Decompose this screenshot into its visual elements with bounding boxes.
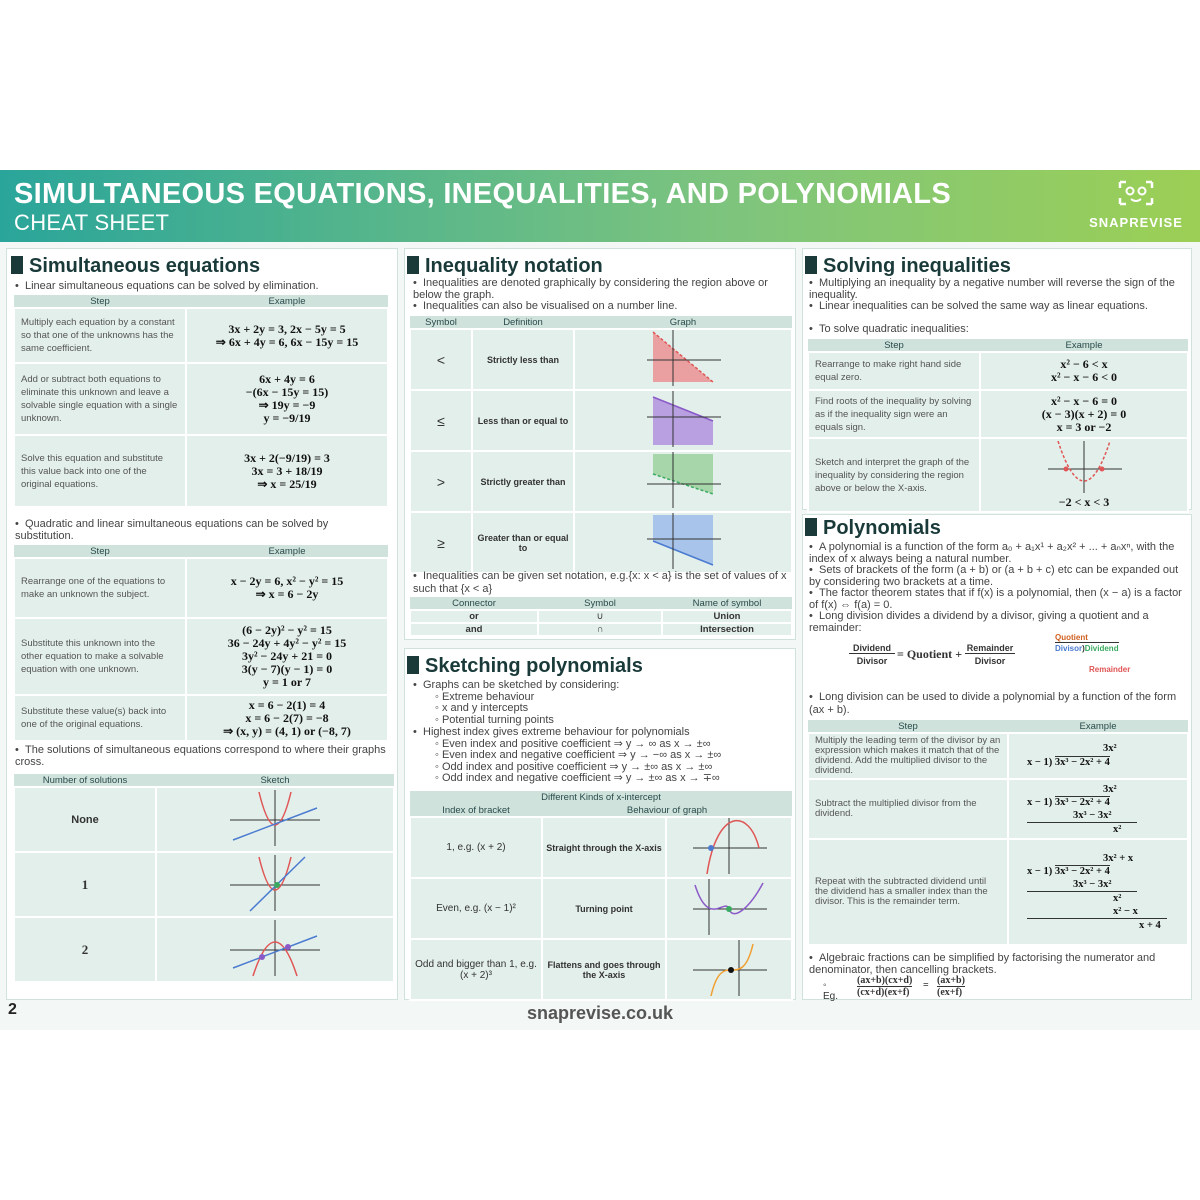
example-cell: −2 < x < 3 <box>980 438 1188 512</box>
definition-cell: Strictly less than <box>472 329 574 390</box>
step-cell: Solve this equation and substitute this value back into one of the original equations. <box>14 435 186 507</box>
solutions-count: None <box>14 787 156 852</box>
elimination-table <box>13 295 389 508</box>
long-division-formula: Dividend Divisor = Quotient + Remainder Divisor Quotient Divisor)Dividend Remainder <box>849 641 1149 681</box>
quadratic-inequality-graph <box>1044 441 1124 493</box>
index-cell: Even, e.g. (x − 1)² <box>410 878 542 939</box>
sketching-panel <box>404 648 796 1000</box>
solve-bullet-1: • Multiplying an inequality by a negative number will reverse the sign of the inequality. <box>809 277 1175 301</box>
step-cell: Subtract the multiplied divisor from the dividend. <box>808 779 1008 839</box>
step-cell: Substitute these value(s) back into one of the original equations. <box>14 695 186 741</box>
graph-greater-equal <box>574 512 792 573</box>
polynomials-panel: Polynomials • A polynomial is a function of the form a₀ + a₁x¹ + a₂x² + ... + aₙxⁿ, with the index of x always being a natural number. • Sets of brackets of the form (a + b) or (a + b + c) etc can be expanded out by considering two brackets at a time. • The factor theorem states that if f(x) is a polynomial, then (x − a) is a factor of f(x) ⇔ f(a) = 0. • Long division divides a dividend by a divisor, giving a quotient and a remainder: Dividend Divisor = Quotient + Remainder Divisor Quotient Divisor)Dividend Remainder • Long division can be used to divide a polynomial by a function of the form (ax + b). Step Example Multiply the leading term of the divisor by an expression which makes it match that of the dividend. Add the multiplied divisor to the dividend. 3x² x − 1) 3x³ − 2x² + 4 Subtract the multiplied divisor from the dividend. 3x² x − 1) 3x³ − 2x² + 4 3x³ − 3x² x² Repeat with the subtracted dividend until the dividend has a smaller index than the divisor. This is the remainder term. 3x² + x x − 1) 3x³ − 2x² + 4 3x³ − 3x² x² x² − x x + 4 • Algebraic fractions can be simplified by factorising the numerator and denominator, then cancelling brackets. ◦ Eg. (ax+b)(cx+d) (cx+d)(ex+f) = (ax+b) (ex+f) <box>802 514 1192 1000</box>
symbol-cell: ≥ <box>410 512 472 573</box>
index-cell: 1, e.g. (x + 2) <box>410 817 542 878</box>
page-title: SIMULTANEOUS EQUATIONS, INEQUALITIES, AND POLYNOMIALS <box>14 178 951 210</box>
definition-cell: Strictly greater than <box>472 451 574 512</box>
snaprevise-face-icon <box>1116 178 1156 208</box>
substitution-table: Step Example Rearrange one of the equations to make an unknown the subject. x − 2y = 6, x² − y² = 15 ⇒ x = 6 − 2y Substitute this unknown into the other equation to make a solvable equation with one unknown. (6 − 2y)² − y² = 15 36 − 24y + 4y² − y² = 15 3y² − 24y + 21 = 0 3(y − 7)(y − 1) = 0 y = 1 or 7 Substitute these value(s) back into one of the original equations. x = 6 − 2(1) = 4 x = 6 − 2(7) = −8 ⇒ (x, y) = (4, 1) or (−8, 7) <box>13 545 389 742</box>
page-number: 2 <box>8 1001 17 1018</box>
definition-cell: Less than or equal to <box>472 390 574 451</box>
sketch-none <box>156 787 394 852</box>
step-cell: Multiply the leading term of the divisor by an expression which makes it match that of the dividend. Add the multiplied divisor to the dividend. <box>808 733 1008 779</box>
footer-site[interactable]: snaprevise.co.uk <box>526 1003 674 1023</box>
symbol-cell: ≤ <box>410 390 472 451</box>
polynomials-title: Polynomials <box>805 517 941 540</box>
graph-inflection <box>666 939 792 1000</box>
symbol-cell: < <box>410 329 472 390</box>
simultaneous-panel <box>6 248 398 1000</box>
graph-less-than <box>574 329 792 390</box>
solving-inequalities-title: Solving inequalities <box>805 255 1011 278</box>
solutions-count: 2 <box>14 917 156 982</box>
step-cell: Repeat with the subtracted dividend until the dividend has a smaller index than the divisor. This is the remainder term. <box>808 839 1008 945</box>
sketch-two <box>156 917 394 982</box>
sketching-title: Sketching polynomials <box>407 655 643 678</box>
step-cell: Add or subtract both equations to eliminate this unknown and leave a solvable single equation with a single unknown. <box>14 363 186 435</box>
example-cell: 3x² x − 1) 3x³ − 2x² + 4 <box>1008 733 1188 779</box>
example-cell: 3x + 2(−9/19) = 3 3x = 3 + 18/19 ⇒ x = 25/19 <box>186 435 388 507</box>
poly-bullet-6: • Algebraic fractions can be simplified by factorising the numerator and denominator, then cancelling brackets. <box>809 952 1156 976</box>
graph-greater-than <box>574 451 792 512</box>
example-cell: 3x + 2y = 3, 2x − 5y = 5 ⇒ 6x + 4y = 6, 6x − 15y = 15 <box>186 308 388 363</box>
sketch-one <box>156 852 394 917</box>
solutions-table: Number of solutions Sketch None 1 2 <box>13 774 395 983</box>
brand-logo <box>1082 178 1190 230</box>
poly-bullet-2: • Sets of brackets of the form (a + b) or (a + b + c) etc can be expanded out by considering two brackets at a time. <box>809 564 1179 588</box>
example-cell: x − 2y = 6, x² − y² = 15 ⇒ x = 6 − 2y <box>186 558 388 618</box>
simul-bullet-1: • Linear simultaneous equations can be solved by elimination. <box>15 280 319 292</box>
ineq-bullet-1: • Inequalities are denoted graphically by considering the region above or below the graph. <box>413 277 768 301</box>
solve-bullet-2: • Linear inequalities can be solved the same way as linear equations. <box>809 300 1148 312</box>
brand-name: SNAPREVISE <box>1089 215 1183 230</box>
solving-inequalities-panel <box>802 248 1192 510</box>
inequality-symbol-table: Symbol Definition Graph < Strictly less than ≤ Less than or equal to > Strictly greater than ≥ Greater than or equal to <box>409 316 793 574</box>
simultaneous-title: Simultaneous equations <box>11 255 260 278</box>
simul-bullet-2: • Quadratic and linear simultaneous equations can be solved by substitution. <box>15 518 329 542</box>
poly-bullet-4: • Long division divides a dividend by a divisor, giving a quotient and a remainder: <box>809 610 1149 634</box>
behaviour-cell: Turning point <box>542 878 666 939</box>
solve-bullet-3: • To solve quadratic inequalities: <box>809 323 969 335</box>
poly-bullet-1: • A polynomial is a function of the form a₀ + a₁x¹ + a₂x² + ... + aₙxⁿ, with the index of x always being a natural number. <box>809 541 1175 565</box>
step-cell: Multiply each equation by a constant so that one of the unknowns has the same coefficient. <box>14 308 186 363</box>
col-step: Step <box>14 295 186 308</box>
graph-straight-through <box>666 817 792 878</box>
sketch-bullet-2: • Highest index gives extreme behaviour for polynomials ◦ Even index and positive coefficient ⇒ y → ∞ as x → ±∞ ◦ Even index and negative coefficient ⇒ y → −∞ as x → ±∞ ◦ Odd index and positive coefficient ⇒ y → ±∞ as x → ±∞ ◦ Odd index and negative coefficient ⇒ y → ±∞ as x → ∓∞ <box>413 726 722 784</box>
symbol-cell: > <box>410 451 472 512</box>
step-cell: Find roots of the inequality by solving as if the inequality sign were an equals sign. <box>808 390 980 438</box>
example-cell: 6x + 4y = 6 −(6x − 15y = 15) ⇒ 19y = −9 y = −9/19 <box>186 363 388 435</box>
graph-less-equal <box>574 390 792 451</box>
long-division-table: Step Example Multiply the leading term of the divisor by an expression which makes it match that of the dividend. Add the multiplied divisor to the dividend. 3x² x − 1) 3x³ − 2x² + 4 Subtract the multiplied divisor from the dividend. 3x² x − 1) 3x³ − 2x² + 4 3x³ − 3x² x² Repeat with the subtracted dividend until the dividend has a smaller index than the divisor. This is the remainder term. 3x² + x x − 1) 3x³ − 2x² + 4 3x³ − 3x² x² x² − x x + 4 <box>807 720 1189 946</box>
step-cell: Rearrange to make right hand side equal zero. <box>808 352 980 390</box>
step-cell: Substitute this unknown into the other equation to make a solvable equation with one unknown. <box>14 618 186 695</box>
step-cell: Sketch and interpret the graph of the inequality by considering the region above or below the X-axis. <box>808 438 980 512</box>
solutions-count: 1 <box>14 852 156 917</box>
behaviour-cell: Straight through the X-axis <box>542 817 666 878</box>
col-example: Example <box>186 295 388 308</box>
quadratic-inequality-table: Step Example Rearrange to make right hand side equal zero. x² − 6 < x x² − x − 6 < 0 Find roots of the inequality by solving as if the inequality sign were an equals sign. x² − x − 6 = 0 (x − 3)(x + 2) = 0 x = 3 or −2 Sketch and interpret the graph of the inequality by considering the region above or below the X-axis. −2 < x < 3 <box>807 339 1189 513</box>
example-cell: x = 6 − 2(1) = 4 x = 6 − 2(7) = −8 ⇒ (x, y) = (4, 1) or (−8, 7) <box>186 695 388 741</box>
example-cell: (6 − 2y)² − y² = 15 36 − 24y + 4y² − y² = 15 3y² − 24y + 21 = 0 3(y − 7)(y − 1) = 0 y = 1 or 7 <box>186 618 388 695</box>
header-banner <box>0 170 1200 242</box>
poly-bullet-5: • Long division can be used to divide a polynomial by a function of the form (ax + b). <box>809 691 1177 716</box>
x-intercept-table: Different Kinds of x-intercept Index of bracket Behaviour of graph 1, e.g. (x + 2) Straight through the X-axis Even, e.g. (x − 1)² Turning point Odd and bigger than 1, e.g. (x + 2)³ Flattens and goes through the X-axis <box>409 791 793 1001</box>
index-cell: Odd and bigger than 1, e.g. (x + 2)³ <box>410 939 542 1000</box>
ineq-bullet-3: • Inequalities can be given set notation, e.g.{x: x < a} is the set of values of x such that {x < a} <box>413 570 787 595</box>
behaviour-cell: Flattens and goes through the X-axis <box>542 939 666 1000</box>
example-cell: 3x² x − 1) 3x³ − 2x² + 4 3x³ − 3x² x² <box>1008 779 1188 839</box>
example-cell: x² − 6 < x x² − x − 6 < 0 <box>980 352 1188 390</box>
simul-bullet-3: • The solutions of simultaneous equations correspond to where their graphs cross. <box>15 744 386 768</box>
example-cell: 3x² + x x − 1) 3x³ − 2x² + 4 3x³ − 3x² x² x² − x x + 4 <box>1008 839 1188 945</box>
step-cell: Rearrange one of the equations to make an unknown the subject. <box>14 558 186 618</box>
inequality-notation-title: Inequality notation <box>407 255 603 278</box>
page-subtitle: CHEAT SHEET <box>14 210 170 235</box>
connector-table: Connector Symbol Name of symbol or ∪ Union and ∩ Intersection <box>409 597 793 637</box>
definition-cell: Greater than or equal to <box>472 512 574 573</box>
ineq-bullet-2: • Inequalities can also be visualised on a number line. <box>413 300 678 312</box>
example-cell: x² − x − 6 = 0 (x − 3)(x + 2) = 0 x = 3 or −2 <box>980 390 1188 438</box>
sketch-bullet-1: • Graphs can be sketched by considering: ◦ Extreme behaviour ◦ x and y intercepts ◦ Potential turning points <box>413 679 620 726</box>
inequality-notation-panel <box>404 248 796 640</box>
poly-bullet-3: • The factor theorem states that if f(x) is a polynomial, then (x − a) is a factor of f(x) ⇔ f(a) = 0. <box>809 587 1182 611</box>
graph-turning-point <box>666 878 792 939</box>
